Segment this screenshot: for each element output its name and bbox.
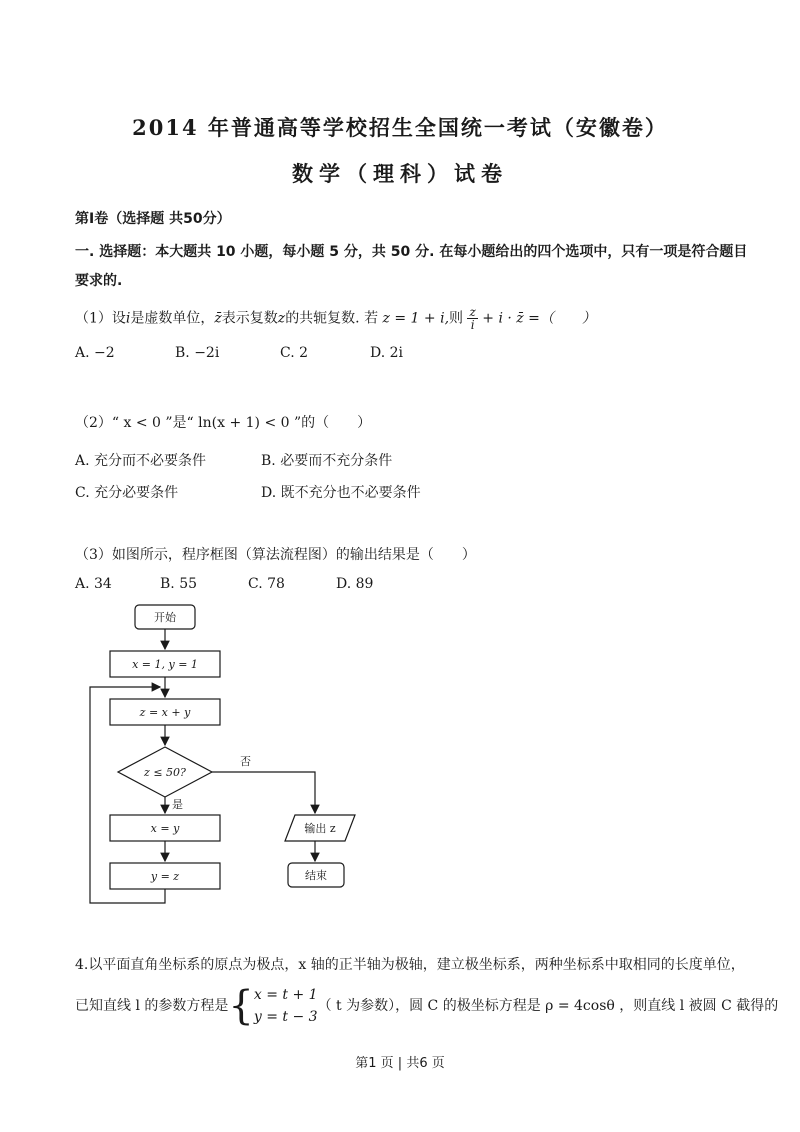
q4-system: [254, 984, 318, 1028]
q1-frac-den: i: [470, 318, 475, 332]
q1-equation: z = 1 + i,: [382, 310, 450, 327]
q4-sys-eq2: y = t − 3: [253, 1009, 318, 1025]
q4-line2-suffix: （ t 为参数），圆 C 的极坐标方程是 ρ = 4cosθ ，则直线 l 被圆 C 截得的: [317, 998, 779, 1014]
question-2: （2）“ x < 0 ”是“ ln(x + 1) < 0 ”的（ ）: [75, 415, 372, 431]
flow-no-line: [212, 772, 315, 813]
q1-option-a: A. −2: [75, 345, 115, 361]
flow-yes-label: 是: [172, 798, 183, 811]
flow-start-label: 开始: [154, 611, 176, 624]
q1-option-c: C. 2: [280, 345, 309, 361]
q1-text2: 表示复数: [221, 310, 278, 327]
flow-assign-y-label: y = z: [150, 870, 180, 883]
q1-z: z: [277, 310, 286, 327]
q3-option-c: C. 78: [248, 576, 285, 592]
q2-option-b: B. 必要而不充分条件: [261, 453, 393, 469]
q1-text4: 则: [449, 310, 464, 327]
q1-option-b: B. −2i: [175, 345, 220, 361]
q4-line2-prefix: 已知直线 l 的参数方程是: [75, 998, 229, 1014]
flow-init-label: x = 1, y = 1: [132, 658, 198, 671]
section-title: 第Ⅰ卷（选择题 共50分）: [75, 211, 231, 227]
q4-brace: {: [228, 983, 254, 1029]
question-4-line1: 4.以平面直角坐标系的原点为极点，x 轴的正半轴为极轴，建立极坐标系，两种坐标系中取相同的长度单位，: [75, 957, 745, 973]
q1-i: i: [125, 310, 131, 327]
question-3: （3）如图所示，程序框图（算法流程图）的输出结果是（ ）: [75, 547, 476, 563]
question-4-line2: [75, 984, 778, 1028]
flow-output-label: 输出 z: [304, 822, 336, 835]
q1-text3: 的共轭复数. 若: [285, 310, 379, 327]
exam-subtitle: 数学（理科）试卷: [292, 161, 508, 186]
question-1: [75, 306, 596, 331]
q1-frac-num: z: [469, 305, 476, 319]
flow-assign-z-label: z = x + y: [139, 706, 191, 719]
q3-option-a: A. 34: [75, 576, 112, 592]
q1-prefix: （1）设: [75, 310, 126, 327]
q1-tail: + i · z̄ =（ ）: [482, 310, 596, 327]
q3-option-d: D. 89: [336, 576, 374, 592]
q1-zbar: z̄: [214, 310, 222, 327]
q3-option-b: B. 55: [160, 576, 198, 592]
q2-option-c: C. 充分必要条件: [75, 485, 179, 501]
page-footer: 第1 页 | 共6 页: [355, 1056, 445, 1071]
exam-title: 2014 年普通高等学校招生全国统一考试（安徽卷）: [132, 115, 668, 140]
flow-assign-x-label: x = y: [150, 822, 180, 835]
flow-no-label: 否: [240, 755, 251, 768]
q1-text1: 是虚数单位，: [130, 310, 215, 327]
q4-sys-eq1: x = t + 1: [253, 987, 318, 1003]
q1-fraction: [467, 306, 477, 331]
flow-condition-label: z ≤ 50?: [144, 766, 186, 779]
section-instruction-line2: 要求的.: [75, 273, 123, 289]
q2-option-d: D. 既不充分也不必要条件: [261, 485, 421, 501]
q1-option-d: D. 2i: [370, 345, 404, 361]
section-instruction-line1: 一. 选择题：本大题共 10 小题，每小题 5 分，共 50 分. 在每小题给出的四个选项中，只有一项是符合题目: [75, 244, 748, 260]
flow-end-label: 结束: [305, 869, 327, 882]
flowchart: [80, 595, 380, 915]
q2-option-a: A. 充分而不必要条件: [75, 453, 207, 469]
